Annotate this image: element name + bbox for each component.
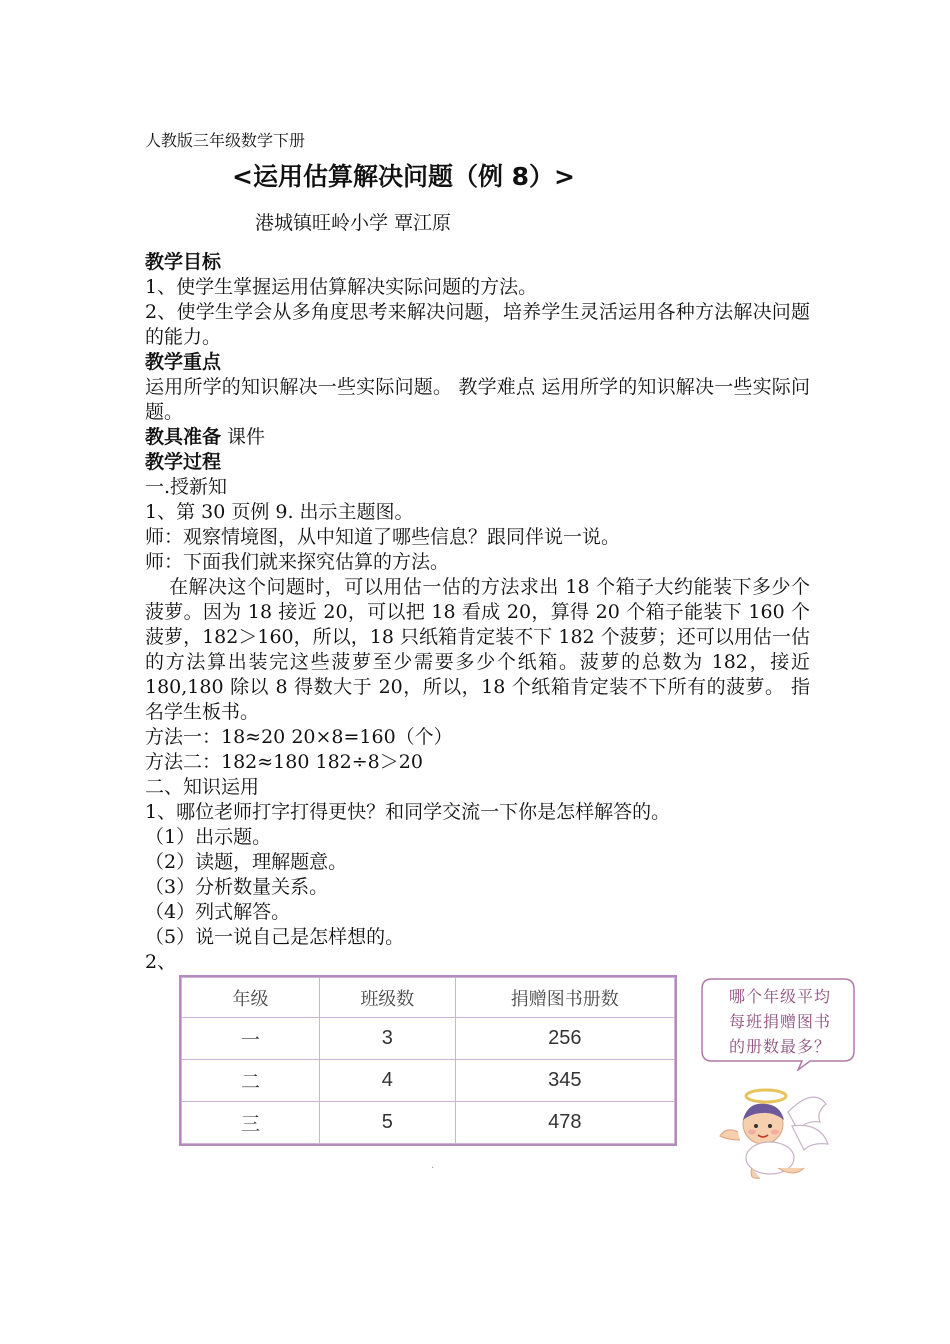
stray-mark: ·	[431, 1163, 435, 1174]
goal-item: 1、使学生掌握运用估算解决实际问题的方法。	[145, 276, 538, 298]
focus-heading: 教学重点	[145, 351, 222, 373]
focus-text: 运用所学的知识解决一些实际问题。 教学难点 运用所学的知识解决一些实际问题。	[145, 376, 810, 423]
cell-books: 345	[455, 1060, 674, 1102]
process-heading: 教学过程	[145, 451, 222, 473]
step-item: （1）出示题。	[145, 826, 272, 848]
step-item: （3）分析数量关系。	[145, 876, 329, 898]
cell-classes: 5	[320, 1102, 456, 1144]
tools-text: 课件	[221, 426, 266, 448]
goals-heading: 教学目标	[145, 251, 222, 273]
header-note: 人教版三年级数学下册	[145, 131, 306, 150]
bubble-line: 哪个年级平均	[728, 987, 831, 1006]
part1-paragraph: 在解决这个问题时，可以用估一估的方法求出 18 个箱子大约能装下多少个菠萝。因为 18 接近 20，可以把 18 看成 20，算得 20 个箱子能装下 160 个菠萝，182＞160，所以，18 只纸箱肯定装不下 182 个菠萝；还可以用估一估的方法算出装完这些菠萝至少需要多少个纸箱。菠萝的总数为 182，接近 180,180 除以 8 得数大于 20，所以，18 个纸箱肯定装不下所有的菠萝。 指名学生板书。	[145, 576, 810, 723]
goal-item: 2、使学生学会从多角度思考来解决问题，培养学生灵活运用各种方法解决问题的能力。	[145, 301, 810, 348]
question-two-label: 2、	[145, 951, 177, 973]
lesson-title: <运用估算解决问题（例 8）>	[232, 162, 575, 191]
bubble-line: 每班捐赠图书	[728, 1012, 831, 1031]
cell-books: 478	[455, 1102, 674, 1144]
part1-heading: 一.授新知	[145, 476, 228, 498]
part2-heading: 二、知识运用	[145, 776, 260, 798]
speech-bubble-text	[712, 984, 848, 1059]
cell-grade: 三	[182, 1102, 320, 1144]
part1-line: 师：观察情境图，从中知道了哪些信息？跟同伴说一说。	[145, 526, 621, 548]
tools-heading: 教具准备	[145, 426, 222, 448]
method-one: 方法一：18≈20 20×8=160（个）	[145, 726, 453, 748]
angel-illustration	[708, 1082, 838, 1182]
header-classes: 班级数	[320, 978, 456, 1018]
cell-grade: 二	[182, 1060, 320, 1102]
part1-line: 师：下面我们就来探究估算的方法。	[145, 551, 450, 573]
bubble-line: 的册数最多？	[728, 1037, 831, 1056]
step-item: （2）读题，理解题意。	[145, 851, 348, 873]
author-line: 港城镇旺岭小学 覃江原	[255, 212, 452, 234]
table-header-row	[182, 978, 675, 1018]
header-books: 捐赠图书册数	[455, 978, 674, 1018]
donation-table	[179, 975, 677, 1146]
step-item: （5）说一说自己是怎样想的。	[145, 926, 405, 948]
lesson-body	[145, 250, 810, 975]
method-two: 方法二：182≈180 182÷8＞20	[145, 751, 423, 773]
header-grade: 年级	[182, 978, 320, 1018]
cell-classes: 3	[320, 1018, 456, 1060]
question-one: 1、哪位老师打字打得更快？和同学交流一下你是怎样解答的。	[145, 801, 671, 823]
part1-line: 1、第 30 页例 9. 出示主题图。	[145, 501, 414, 523]
table-row	[182, 1060, 675, 1102]
table-row	[182, 1018, 675, 1060]
step-item: （4）列式解答。	[145, 901, 291, 923]
cell-books: 256	[455, 1018, 674, 1060]
tools-line	[145, 425, 810, 450]
cell-classes: 4	[320, 1060, 456, 1102]
cell-grade: 一	[182, 1018, 320, 1060]
table-row	[182, 1102, 675, 1144]
